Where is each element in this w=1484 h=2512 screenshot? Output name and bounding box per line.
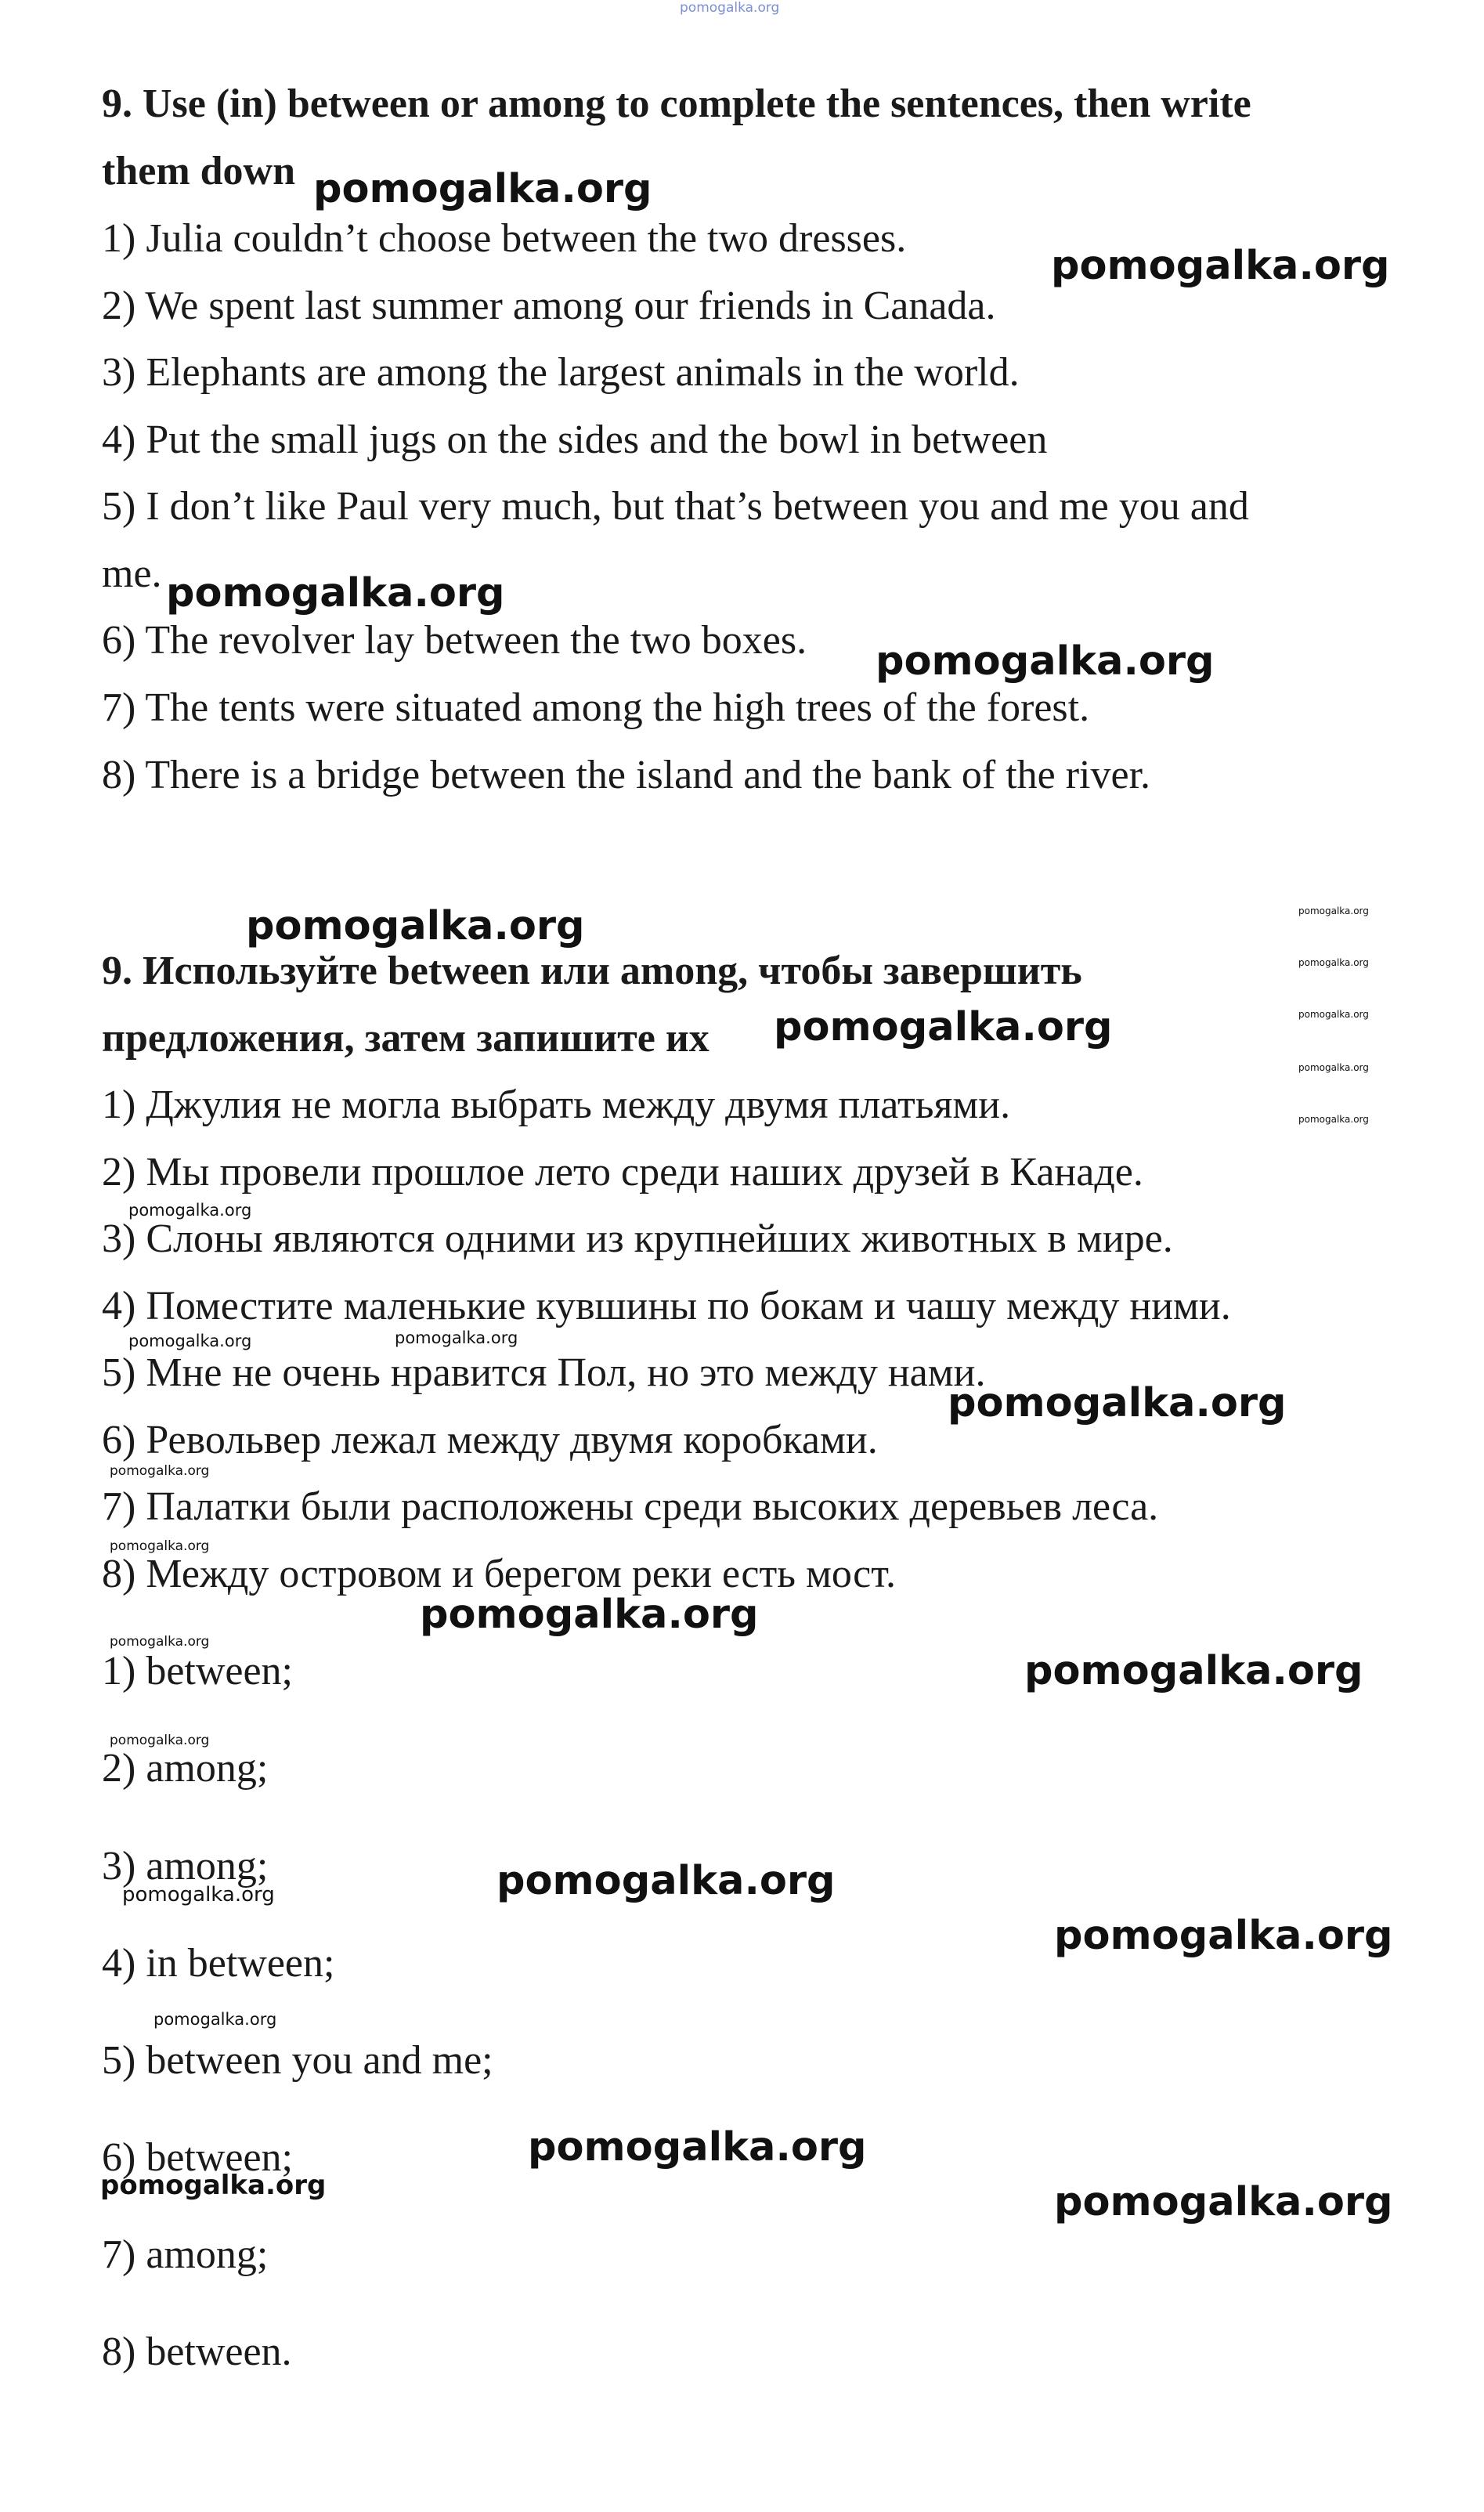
watermark: pomogalka.org: [128, 1332, 252, 1350]
watermark: pomogalka.org: [876, 638, 1215, 685]
russian-sentence-7: 7) Палатки были расположены среди высоких деревьев леса.: [102, 1484, 1159, 1529]
russian-sentence-3: 3) Слоны являются одними из крупнейших животных в мире.: [102, 1216, 1173, 1261]
watermark: pomogalka.org: [110, 1733, 210, 1748]
watermark: pomogalka.org: [496, 1858, 836, 1904]
answer-3: 3) among;: [102, 1844, 269, 1889]
english-heading-line-2: them down: [102, 149, 296, 193]
watermark: pomogalka.org: [246, 903, 585, 949]
watermark: pomogalka.org: [1298, 957, 1369, 968]
english-sentence-8: 8) There is a bridge between the island and the bank of the river.: [102, 753, 1151, 797]
watermark: pomogalka.org: [100, 2170, 327, 2201]
russian-sentence-8: 8) Между островом и берегом реки есть мост.: [102, 1552, 897, 1596]
watermark: pomogalka.org: [153, 2010, 277, 2029]
watermark: pomogalka.org: [1298, 1062, 1369, 1073]
watermark: pomogalka.org: [1051, 243, 1390, 289]
watermark: pomogalka.org: [948, 1380, 1287, 1426]
english-sentence-7: 7) The tents were situated among the high trees of the forest.: [102, 685, 1090, 730]
english-sentence-3: 3) Elephants are among the largest animals in the world.: [102, 350, 1020, 395]
watermark: pomogalka.org: [1298, 905, 1369, 916]
watermark-top: pomogalka.org: [680, 0, 780, 16]
watermark: pomogalka.org: [420, 1592, 759, 1638]
russian-heading-line-2: предложения, затем запишите их: [102, 1016, 710, 1061]
russian-heading-line-1: 9. Используйте between или among, чтобы завершить: [102, 949, 1082, 993]
answer-2: 2) among;: [102, 1746, 269, 1791]
russian-sentence-6: 6) Револьвер лежал между двумя коробками.: [102, 1418, 878, 1462]
watermark: pomogalka.org: [528, 2124, 867, 2170]
watermark: pomogalka.org: [122, 1883, 275, 1907]
watermark: pomogalka.org: [774, 1004, 1113, 1050]
russian-sentence-5: 5) Мне не очень нравится Пол, но это между нами.: [102, 1350, 986, 1395]
english-sentence-6: 6) The revolver lay between the two boxes.: [102, 618, 807, 663]
english-sentence-5-cont: me.: [102, 551, 162, 596]
english-sentence-4: 4) Put the small jugs on the sides and the bowl in between: [102, 417, 1048, 462]
watermark: pomogalka.org: [1054, 2179, 1393, 2225]
watermark: pomogalka.org: [110, 1463, 210, 1479]
english-sentence-1: 1) Julia couldn’t choose between the two dresses.: [102, 216, 907, 261]
russian-sentence-1: 1) Джулия не могла выбрать между двумя платьями.: [102, 1083, 1011, 1127]
answer-8: 8) between.: [102, 2329, 292, 2374]
answer-1: 1) between;: [102, 1649, 294, 1693]
watermark: pomogalka.org: [1298, 1009, 1369, 1020]
russian-sentence-4: 4) Поместите маленькие кувшины по бокам и чашу между ними.: [102, 1284, 1231, 1328]
watermark: pomogalka.org: [110, 1538, 210, 1554]
answer-5: 5) between you and me;: [102, 2038, 493, 2083]
answer-7: 7) among;: [102, 2232, 269, 2277]
russian-sentence-2: 2) Мы провели прошлое лето среди наших друзей в Канаде.: [102, 1150, 1143, 1195]
answer-6: 6) between;: [102, 2135, 294, 2180]
watermark: pomogalka.org: [1054, 1913, 1393, 1959]
english-sentence-5: 5) I don’t like Paul very much, but that’s between you and me you and: [102, 484, 1249, 529]
watermark: pomogalka.org: [395, 1328, 518, 1347]
watermark: pomogalka.org: [1024, 1648, 1363, 1694]
watermark: pomogalka.org: [313, 166, 652, 212]
watermark: pomogalka.org: [110, 1634, 210, 1650]
watermark: pomogalka.org: [1298, 1114, 1369, 1125]
answer-4: 4) in between;: [102, 1941, 335, 1986]
english-heading-line-1: 9. Use (in) between or among to complete the sentences, then write: [102, 81, 1251, 126]
watermark: pomogalka.org: [128, 1201, 252, 1220]
english-sentence-2: 2) We spent last summer among our friends in Canada.: [102, 284, 996, 328]
watermark: pomogalka.org: [166, 570, 505, 616]
